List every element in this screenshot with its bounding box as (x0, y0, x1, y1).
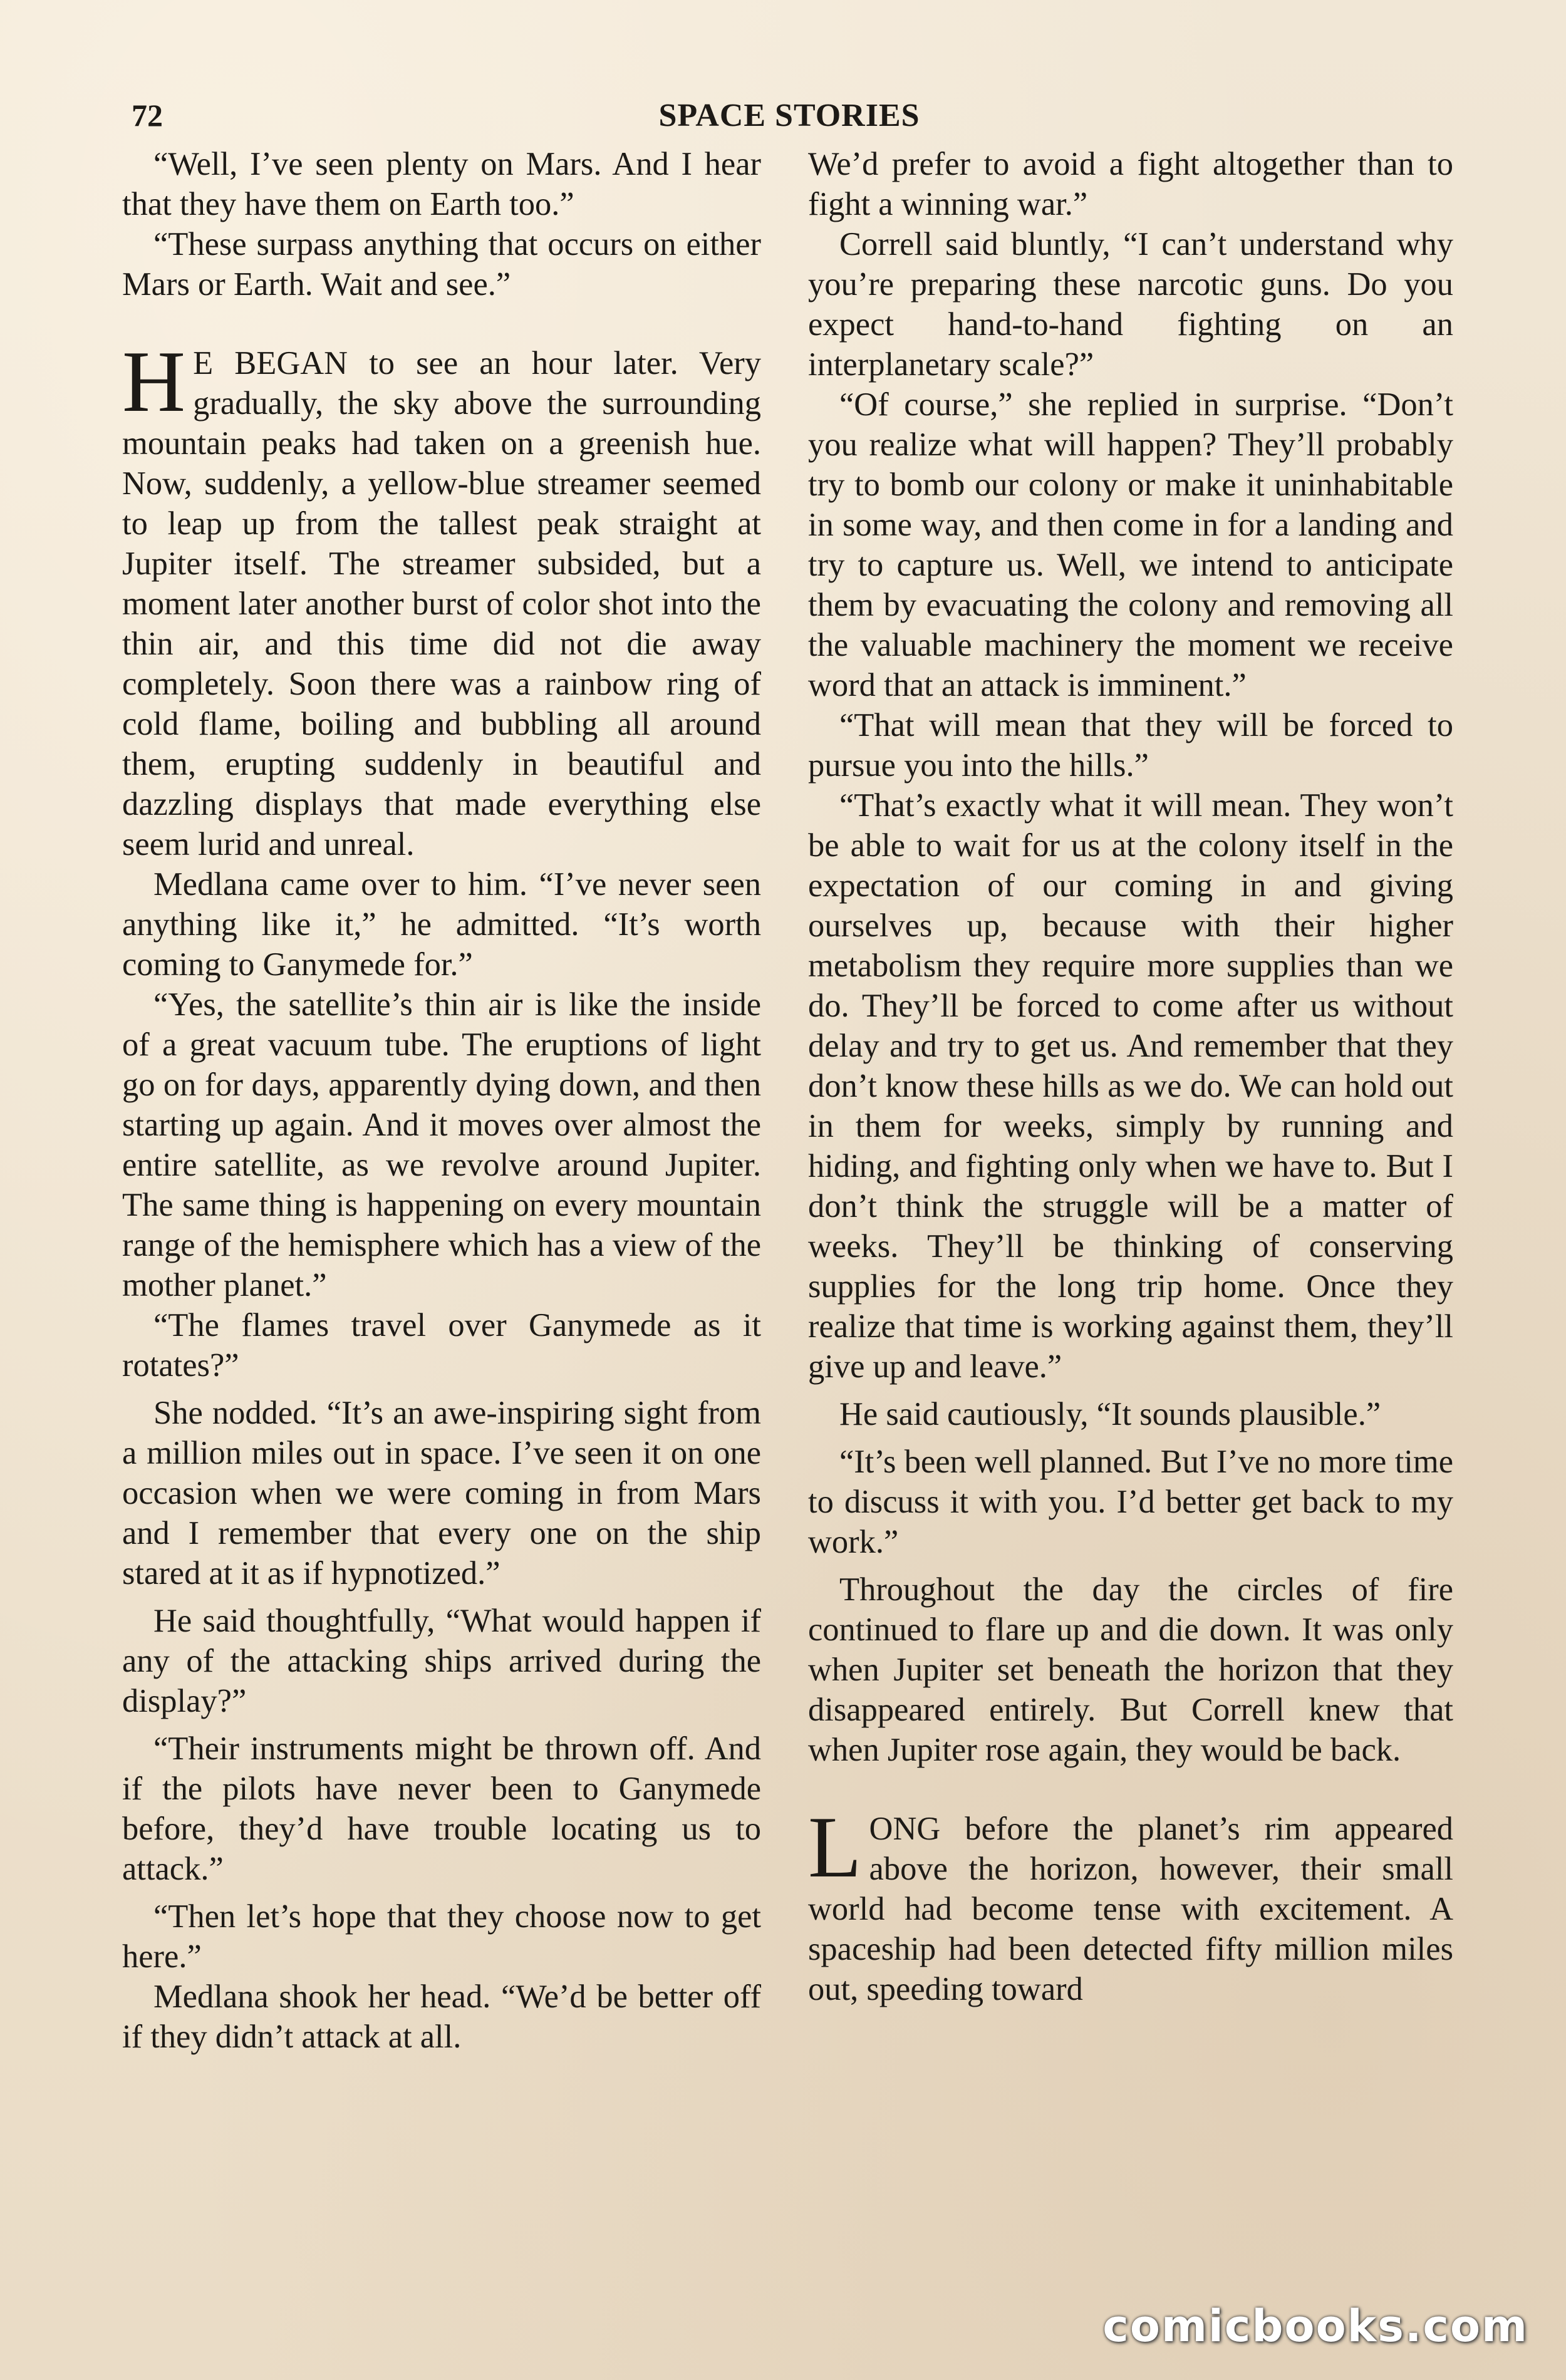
paragraph: She nodded. “It’s an awe-inspiring sight from a million miles out in space. I’ve seen it on one occasion when we were coming in from Mars and I remember that every one on the ship stared at it as if hypnotized.” (122, 1395, 761, 1591)
paragraph: Throughout the day the circles of fire continued to flare up and die down. It was only when Jupiter set beneath the horizon that they disappeared entirely. But Correll knew that when Jupiter rose again, they would be back. (808, 1571, 1453, 1768)
paragraph: “Their instruments might be thrown off. And if the pilots have never been to Ganymede before, they’d have trouble locating us to attack.” (122, 1731, 761, 1887)
paragraph: “Then let’s hope that they choose now to get here.” (122, 1898, 761, 1975)
section-paragraph (808, 1799, 1453, 2009)
page-number: 72 (132, 98, 163, 133)
paragraph-text: E BEGAN to see an hour later. Very gradually, the sky above the surrounding mountain peaks had taken on a greenish hue. Now, suddenly, a yellow-blue streamer seemed to leap up from the tallest peak straight at Jupiter itself. The streamer subsided, but a moment later another burst of color shot into the thin air, and this time did not die away completely. Soon there was a rainbow ring of cold flame, boiling and bubbling all around them, erupting suddenly in beautiful and dazzling displays that made everything else seem lurid and unreal. (122, 345, 761, 862)
paragraph: “Of course,” she replied in surprise. “Don’t you realize what will happen? They’ll probably try to bomb our colony or make it uninhabitable in some way, and then come in for a landing and try to capture us. Well, we intend to anticipate them by evacuating the colony and removing all the valuable machinery the moment we receive word that an attack is imminent.” (808, 386, 1453, 703)
page-header (125, 97, 1453, 141)
paragraph: “The flames travel over Ganymede as it rotates?” (122, 1307, 761, 1384)
paragraph: “Well, I’ve seen plenty on Mars. And I hear that they have them on Earth too.” (122, 146, 761, 222)
paragraph: “That’s exactly what it will mean. They won’t be able to wait for us at the colony itself in the expectation of our coming in and giving ourselves up, because with their higher metabolism they require more supplies than we do. They’ll be forced to come after us without delay and try to get us. And remember that they don’t know these hills as we do. We can hold out in them for weeks, simply by running and hiding, and fighting only when we have to. But I don’t think the struggle will be a matter of weeks. They’ll be thinking of conserving supplies for the long trip home. Once they realize that time is working against them, they’ll give up and leave.” (808, 787, 1453, 1385)
paragraph-text: ONG before the planet’s rim appeared above the horizon, however, their small world had become tense with excitement. A spaceship had been detected fifty million miles out, speeding toward (808, 1811, 1453, 2007)
paragraph: “That will mean that they will be forced to pursue you into the hills.” (808, 707, 1453, 784)
paragraph: Medlana shook her head. “We’d be better off if they didn’t attack at all. (122, 1979, 761, 2055)
paragraph: We’d prefer to avoid a fight altogether than to fight a winning war.” (808, 146, 1453, 222)
paragraph: “It’s been well planned. But I’ve no more time to discuss it with you. I’d better get back to my work.” (808, 1444, 1453, 1560)
left-column (122, 144, 761, 2057)
drop-cap: H (122, 333, 186, 430)
section-paragraph (122, 333, 761, 864)
paragraph: He said cautiously, “It sounds plausible.” (839, 1396, 1381, 1432)
site-watermark: comicbooks.com (1102, 2300, 1528, 2352)
paragraph: Correll said bluntly, “I can’t understand why you’re preparing these narcotic guns. Do you expect hand-to-hand fighting on an interplanetary scale?” (808, 226, 1453, 383)
paragraph: He said thoughtfully, “What would happen if any of the attacking ships arrived during the display?” (122, 1603, 761, 1719)
drop-cap: L (808, 1799, 862, 1896)
running-head: SPACE STORIES (658, 98, 920, 133)
paragraph: Medlana came over to him. “I’ve never seen anything like it,” he admitted. “It’s worth coming to Ganymede for.” (122, 866, 761, 983)
paragraph: “Yes, the satellite’s thin air is like the inside of a great vacuum tube. The eruptions of light go on for days, apparently dying down, and then starting up again. And it moves over almost the entire satellite, as we revolve around Jupiter. The same thing is happening on every mountain range of the hemisphere which has a view of the mother planet.” (122, 986, 761, 1303)
right-column (808, 144, 1453, 2009)
paragraph: “These surpass anything that occurs on either Mars or Earth. Wait and see.” (122, 226, 761, 303)
